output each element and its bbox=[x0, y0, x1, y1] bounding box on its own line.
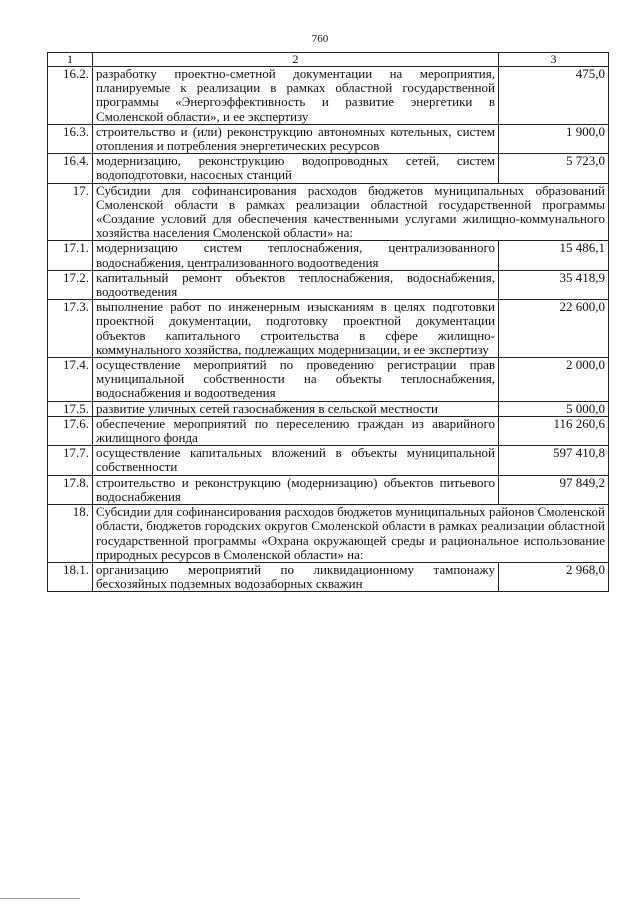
item-amount: 97 849,2 bbox=[499, 475, 609, 504]
table-row bbox=[48, 154, 609, 183]
table-row bbox=[48, 300, 609, 358]
budget-table bbox=[47, 52, 609, 592]
item-number: 17.8. bbox=[48, 475, 93, 504]
item-number: 17.1. bbox=[48, 241, 93, 270]
item-description: разработку проектно-сметной документации на мероприятия, планируемые к реализации в рамках областной государственной программы «Энергоэффективность и развитие энергетики в Смоленской области», и ее экспертизу bbox=[93, 67, 499, 125]
item-description: строительство и реконструкцию (модернизацию) объектов питьевого водоснабжения bbox=[93, 475, 499, 504]
item-number: 17.2. bbox=[48, 270, 93, 299]
item-number: 16.4. bbox=[48, 154, 93, 183]
item-description: строительство и (или) реконструкцию автономных котельных, систем отопления и потребления энергетических ресурсов bbox=[93, 124, 499, 153]
item-number: 17.4. bbox=[48, 358, 93, 402]
item-description: обеспечение мероприятий по переселению граждан из аварийного жилищного фонда bbox=[93, 416, 499, 445]
table-row bbox=[48, 401, 609, 416]
header-col-3: 3 bbox=[499, 53, 609, 67]
table-row bbox=[48, 358, 609, 402]
table-row bbox=[48, 270, 609, 299]
item-amount: 35 418,9 bbox=[499, 270, 609, 299]
header-col-2: 2 bbox=[93, 53, 499, 67]
item-amount: 1 900,0 bbox=[499, 124, 609, 153]
table-row bbox=[48, 562, 609, 591]
item-description: осуществление мероприятий по проведению регистрации прав муниципальной собственности на объекты теплоснабжения, водоснабжения и водоотведения bbox=[93, 358, 499, 402]
item-number: 17. bbox=[48, 183, 93, 241]
section-description: Субсидии для софинансирования расходов бюджетов муниципальных районов Смоленской области, бюджетов городских округов Смоленской области в рамках реализации областной государственной программы «Охрана окружающей среды и рациональное использование природных ресурсов в Смоленской области» на: bbox=[93, 505, 609, 563]
table-row bbox=[48, 183, 609, 241]
item-amount: 2 000,0 bbox=[499, 358, 609, 402]
item-number: 18. bbox=[48, 505, 93, 563]
item-amount: 2 968,0 bbox=[499, 562, 609, 591]
table-row bbox=[48, 475, 609, 504]
item-amount: 116 260,6 bbox=[499, 416, 609, 445]
table-row bbox=[48, 505, 609, 563]
item-description: организацию мероприятий по ликвидационному тампонажу бесхозяйных подземных водозаборных скважин bbox=[93, 562, 499, 591]
item-number: 18.1. bbox=[48, 562, 93, 591]
item-number: 17.5. bbox=[48, 401, 93, 416]
page-number: 760 bbox=[311, 33, 329, 45]
item-number: 16.3. bbox=[48, 124, 93, 153]
item-description: капитальный ремонт объектов теплоснабжения, водоснабжения, водоотведения bbox=[93, 270, 499, 299]
item-number: 17.6. bbox=[48, 416, 93, 445]
item-description: модернизацию систем теплоснабжения, централизованного водоснабжения, централизованного водоотведения bbox=[93, 241, 499, 270]
item-amount: 22 600,0 bbox=[499, 300, 609, 358]
footer-rule bbox=[0, 898, 80, 899]
item-amount: 475,0 bbox=[499, 67, 609, 125]
item-description: выполнение работ по инженерным изысканиям в целях подготовки проектной документации, подготовку проектной документации объектов капитального строительства в сфере жилищно-коммунального хозяйства, подлежащих модернизации, и ее экспертизу bbox=[93, 300, 499, 358]
item-amount: 597 410,8 bbox=[499, 446, 609, 475]
item-description: развитие уличных сетей газоснабжения в сельской местности bbox=[93, 401, 499, 416]
item-amount: 5 000,0 bbox=[499, 401, 609, 416]
table-row bbox=[48, 241, 609, 270]
table-header-row bbox=[48, 53, 609, 67]
table-row bbox=[48, 416, 609, 445]
table-row bbox=[48, 67, 609, 125]
item-number: 16.2. bbox=[48, 67, 93, 125]
item-number: 17.3. bbox=[48, 300, 93, 358]
header-col-1: 1 bbox=[48, 53, 93, 67]
item-number: 17.7. bbox=[48, 446, 93, 475]
item-description: осуществление капитальных вложений в объекты муниципальной собственности bbox=[93, 446, 499, 475]
item-description: модернизацию, реконструкцию водопроводных сетей, систем водоподготовки, насосных станций bbox=[93, 154, 499, 183]
section-description: Субсидии для софинансирования расходов бюджетов муниципальных образований Смоленской области в рамках реализации областной государственной программы «Создание условий для обеспечения качественными услугами жилищно-коммунального хозяйства населения Смоленской области» на: bbox=[93, 183, 609, 241]
table-row bbox=[48, 446, 609, 475]
item-amount: 15 486,1 bbox=[499, 241, 609, 270]
item-amount: 5 723,0 bbox=[499, 154, 609, 183]
table-row bbox=[48, 124, 609, 153]
